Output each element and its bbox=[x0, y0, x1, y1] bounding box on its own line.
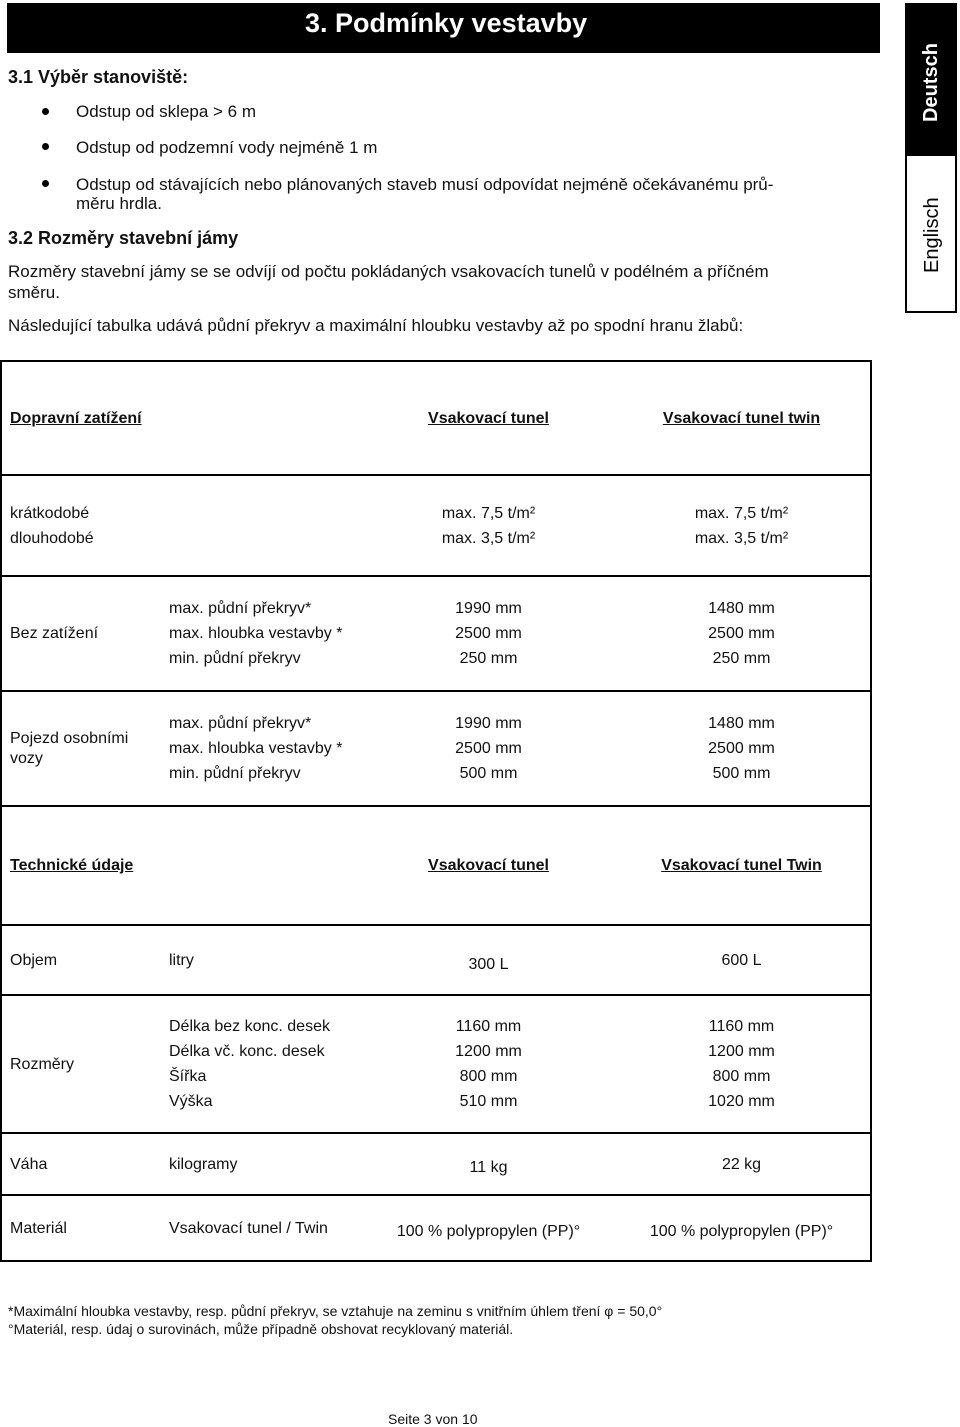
paragraph-line: Rozměry stavební jámy se se odvíjí od počtu pokládaných vsakovacích tunelů v podélném a příčném bbox=[8, 262, 769, 281]
table-cell bbox=[1, 1133, 161, 1195]
value: 500 mm bbox=[712, 765, 771, 782]
load-value: max. 3,5 t/m² bbox=[441, 529, 536, 547]
table-cell bbox=[161, 576, 364, 691]
table-cell bbox=[161, 1133, 364, 1195]
value: 1480 mm bbox=[708, 600, 775, 617]
value: 11 kg bbox=[469, 1158, 508, 1176]
param-label: Výška bbox=[169, 1093, 213, 1110]
table-row bbox=[1, 475, 871, 576]
table-cell bbox=[613, 475, 871, 576]
load-value: max. 7,5 t/m² bbox=[441, 504, 536, 522]
table-cell bbox=[613, 1133, 871, 1195]
value: 1020 mm bbox=[708, 1093, 775, 1110]
table-cell bbox=[1, 576, 161, 691]
value: 1160 mm bbox=[708, 1018, 775, 1035]
page-title: 3. Podmínky vestavby bbox=[305, 8, 588, 38]
footnote: *Maximální hloubka vestavby, resp. půdní překryv, se vztahuje na zeminu s vnitřním úhlem tření φ = 50,0° bbox=[8, 1303, 663, 1319]
table-cell bbox=[161, 925, 364, 995]
table-cell bbox=[161, 995, 364, 1133]
table-cell bbox=[364, 576, 613, 691]
value: 2500 mm bbox=[455, 740, 522, 757]
paragraph-line: Následující tabulka udává půdní překryv a maximální hloubku vestavby až po spodní hranu žlabů: bbox=[8, 316, 744, 335]
table-cell bbox=[161, 1195, 364, 1261]
table-cell bbox=[364, 995, 613, 1133]
param-label: Délka bez konc. desek bbox=[169, 1018, 330, 1035]
table-row bbox=[1, 576, 871, 691]
bullet-icon bbox=[42, 143, 49, 150]
footnote: °Materiál, resp. údaj o surovinách, může případně obshovat recyklovaný materiál. bbox=[8, 1321, 514, 1337]
header-tunnel-twin: Vsakovací tunel Twin bbox=[661, 857, 822, 874]
table-header-row bbox=[1, 806, 871, 925]
table-header-cell bbox=[1, 806, 364, 925]
bullet-text: Odstup od podzemní vody nejméně 1 m bbox=[76, 138, 378, 157]
header-tunnel: Vsakovací tunel bbox=[428, 857, 549, 874]
table-row bbox=[1, 1195, 871, 1261]
table-header-cell bbox=[364, 806, 613, 925]
table-cell bbox=[1, 691, 161, 806]
table-cell bbox=[364, 925, 613, 995]
value: 500 mm bbox=[459, 765, 518, 782]
table-row bbox=[1, 691, 871, 806]
load-value: max. 3,5 t/m² bbox=[694, 529, 789, 547]
table-row bbox=[1, 995, 871, 1133]
param-label: litry bbox=[169, 951, 194, 969]
table-cell bbox=[161, 691, 364, 806]
param-label: min. půdní překryv bbox=[169, 765, 301, 782]
param-label: max. hloubka vestavby * bbox=[169, 625, 343, 642]
value: 1990 mm bbox=[455, 600, 522, 617]
value: 2500 mm bbox=[455, 625, 522, 642]
param-label: kilogramy bbox=[169, 1155, 238, 1173]
tab-deutsch[interactable]: Deutsch bbox=[920, 43, 942, 122]
value: 300 L bbox=[468, 955, 509, 973]
value: 1200 mm bbox=[455, 1043, 522, 1060]
param-label: Vsakovací tunel / Twin bbox=[169, 1219, 328, 1237]
table-cell bbox=[364, 475, 613, 576]
table-row bbox=[1, 925, 871, 995]
row-label: Rozměry bbox=[10, 1055, 75, 1073]
load-label: krátkodobé bbox=[10, 504, 90, 522]
page-number: Seite 3 von 10 bbox=[388, 1411, 478, 1427]
table-header-row bbox=[1, 361, 871, 475]
header-technical-data: Technické údaje bbox=[10, 857, 134, 874]
value: 250 mm bbox=[712, 650, 771, 667]
param-label: min. půdní překryv bbox=[169, 650, 301, 667]
value: 100 % polypropylen (PP)° bbox=[396, 1222, 581, 1240]
value: 1480 mm bbox=[708, 715, 775, 732]
table-cell bbox=[613, 995, 871, 1133]
table-header-cell bbox=[1, 361, 364, 475]
section-heading-3-2: 3.2 Rozměry stavební jámy bbox=[8, 228, 239, 248]
bullet-text: Odstup od sklepa > 6 m bbox=[76, 102, 257, 121]
value: 1200 mm bbox=[708, 1043, 775, 1060]
paragraph-line: směru. bbox=[8, 283, 60, 302]
table-header-cell bbox=[613, 806, 871, 925]
row-label: Váha bbox=[10, 1155, 48, 1173]
table-cell bbox=[1, 475, 364, 576]
header-traffic-load: Dopravní zatížení bbox=[10, 409, 142, 427]
table-header-cell bbox=[613, 361, 871, 475]
value: 2500 mm bbox=[708, 625, 775, 642]
table-cell bbox=[364, 1195, 613, 1261]
value: 800 mm bbox=[712, 1068, 771, 1085]
table-cell bbox=[1, 995, 161, 1133]
value: 510 mm bbox=[459, 1093, 518, 1110]
value: 250 mm bbox=[459, 650, 518, 667]
header-tunnel-twin: Vsakovací tunel twin bbox=[662, 409, 821, 427]
param-label: max. půdní překryv* bbox=[169, 600, 312, 617]
row-label: vozy bbox=[10, 749, 43, 767]
table-cell bbox=[613, 925, 871, 995]
load-label: dlouhodobé bbox=[10, 529, 94, 547]
table-cell bbox=[1, 1195, 161, 1261]
row-label: Objem bbox=[10, 951, 58, 969]
param-label: Šířka bbox=[169, 1068, 207, 1085]
bullet-icon bbox=[42, 108, 49, 115]
bullet-text: Odstup od stávajících nebo plánovaných staveb musí odpovídat nejméně očekávanému prů- bbox=[76, 175, 774, 194]
value: 100 % polypropylen (PP)° bbox=[649, 1222, 834, 1240]
table-cell bbox=[613, 1195, 871, 1261]
row-label: Materiál bbox=[10, 1219, 67, 1237]
value: 600 L bbox=[721, 951, 762, 969]
param-label: max. hloubka vestavby * bbox=[169, 740, 343, 757]
installation-table bbox=[0, 360, 872, 1262]
table-cell bbox=[1, 925, 161, 995]
header-tunnel: Vsakovací tunel bbox=[428, 409, 549, 427]
table-cell bbox=[613, 576, 871, 691]
table-cell bbox=[613, 691, 871, 806]
tab-englisch[interactable]: Englisch bbox=[921, 197, 943, 273]
table-row bbox=[1, 1133, 871, 1195]
load-value: max. 7,5 t/m² bbox=[694, 504, 789, 522]
bullet-icon bbox=[42, 180, 49, 187]
row-label: Bez zatížení bbox=[10, 625, 99, 642]
table-header-cell bbox=[364, 361, 613, 475]
bullet-text-continued: měru hrdla. bbox=[76, 194, 162, 213]
table-cell bbox=[364, 1133, 613, 1195]
param-label: max. půdní překryv* bbox=[169, 715, 312, 732]
value: 22 kg bbox=[721, 1155, 762, 1173]
section-heading-3-1: 3.1 Výběr stanoviště: bbox=[8, 67, 189, 87]
value: 800 mm bbox=[459, 1068, 518, 1085]
value: 1990 mm bbox=[455, 715, 522, 732]
value: 2500 mm bbox=[708, 740, 775, 757]
param-label: Délka vč. konc. desek bbox=[169, 1043, 325, 1060]
value: 1160 mm bbox=[455, 1018, 522, 1035]
table-cell bbox=[364, 691, 613, 806]
row-label: Pojezd osobními bbox=[10, 729, 129, 747]
